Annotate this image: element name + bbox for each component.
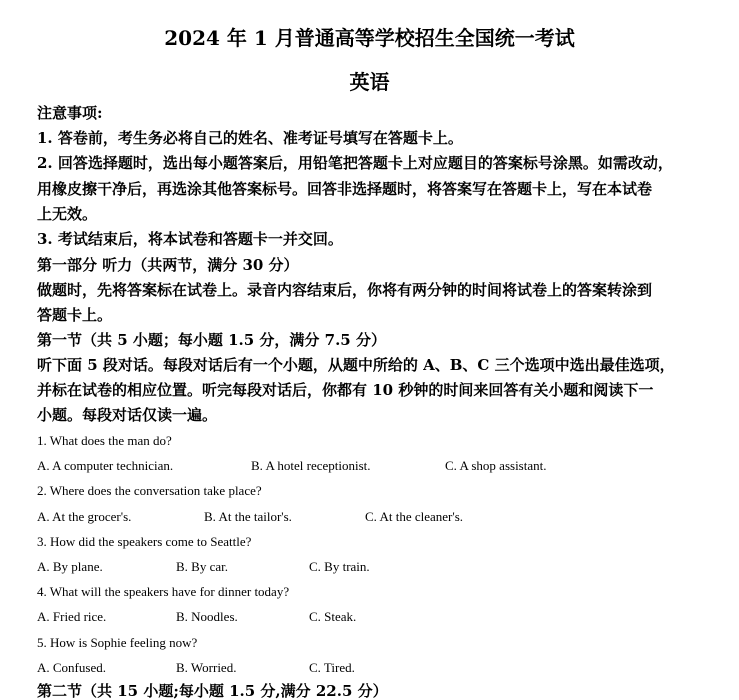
question-text: 3. How did the speakers come to Seattle? bbox=[37, 534, 252, 549]
question-text: 4. What will the speakers have for dinner today? bbox=[37, 584, 290, 599]
option-a: A. A computer technician. bbox=[37, 458, 174, 473]
section1-instruction: 并标在试卷的相应位置。听完每段对话后，你都有 10 秒钟的时间来回答有关小题和阅读下一 bbox=[37, 381, 654, 399]
exam-title: 2024 年 1 月普通高等学校招生全国统一考试 bbox=[164, 26, 575, 50]
option-c: C. Tired. bbox=[309, 660, 355, 675]
part1-instruction: 答题卡上。 bbox=[37, 306, 113, 324]
option-b: B. A hotel receptionist. bbox=[251, 458, 371, 473]
option-c: C. A shop assistant. bbox=[445, 458, 547, 473]
option-c: C. Steak. bbox=[309, 609, 357, 624]
option-b: B. Noodles. bbox=[176, 609, 238, 624]
notice-heading: 注意事项: bbox=[37, 104, 103, 122]
notice-line: 上无效。 bbox=[37, 205, 98, 223]
question-text: 2. Where does the conversation take place? bbox=[37, 483, 262, 498]
part1-instruction: 做题时，先将答案标在试卷上。录音内容结束后，你将有两分钟的时间将试卷上的答案转涂到 bbox=[37, 281, 653, 299]
section1-instruction: 小题。每段对话仅读一遍。 bbox=[37, 406, 218, 424]
option-a: A. Confused. bbox=[37, 660, 106, 675]
option-b: B. Worried. bbox=[176, 660, 237, 675]
question-text: 5. How is Sophie feeling now? bbox=[37, 635, 198, 650]
section1-instruction: 听下面 5 段对话。每段对话后有一个小题，从题中所给的 A、B、C 三个选项中选出最佳选项， bbox=[37, 356, 675, 374]
option-b: B. By car. bbox=[176, 559, 228, 574]
section2-heading: 第二节（共 15 小题;每小题 1.5 分,满分 22.5 分） bbox=[37, 682, 388, 700]
notice-line: 2. 回答选择题时，选出每小题答案后，用铅笔把答题卡上对应题目的答案标号涂黑。如需改动， bbox=[37, 154, 673, 172]
option-c: C. By train. bbox=[309, 559, 370, 574]
exam-subject: 英语 bbox=[349, 70, 390, 94]
section1-heading: 第一节（共 5 小题；每小题 1.5 分，满分 7.5 分） bbox=[37, 331, 386, 349]
option-a: A. Fried rice. bbox=[37, 609, 107, 624]
notice-line: 3. 考试结束后，将本试卷和答题卡一并交回。 bbox=[37, 230, 343, 248]
question-text: 1. What does the man do? bbox=[37, 433, 172, 448]
part1-heading: 第一部分 听力（共两节，满分 30 分） bbox=[37, 256, 299, 274]
option-c: C. At the cleaner's. bbox=[365, 509, 464, 524]
option-a: A. At the grocer's. bbox=[37, 509, 132, 524]
notice-line: 用橡皮擦干净后，再选涂其他答案标号。回答非选择题时，将答案写在答题卡上，写在本试卷 bbox=[37, 180, 653, 198]
option-b: B. At the tailor's. bbox=[204, 509, 292, 524]
notice-line: 1. 答卷前，考生务必将自己的姓名、准考证号填写在答题卡上。 bbox=[37, 129, 463, 147]
option-a: A. By plane. bbox=[37, 559, 103, 574]
